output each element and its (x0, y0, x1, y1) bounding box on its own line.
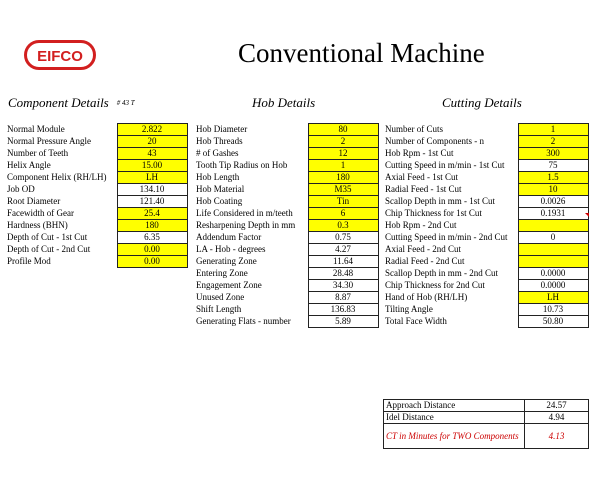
table-row (383, 256, 588, 268)
row-value[interactable]: 75 (518, 160, 588, 172)
row-label: Resharpening Depth in mm (196, 220, 296, 230)
table-row (383, 268, 588, 280)
row-label: LA - Hob - degrees (196, 244, 266, 254)
row-label: Number of Teeth (7, 148, 69, 158)
row-label: Job OD (7, 184, 35, 194)
table-row (5, 220, 187, 232)
row-label: Tilting Angle (385, 304, 433, 314)
row-label: Facewidth of Gear (7, 208, 74, 218)
row-label: Unused Zone (196, 292, 245, 302)
table-row (383, 304, 588, 316)
row-value[interactable]: 20 (117, 136, 187, 148)
table-row (194, 232, 378, 244)
row-value[interactable]: 136.83 (308, 304, 378, 316)
table-row (383, 244, 588, 256)
row-value[interactable]: 0.75 (308, 232, 378, 244)
row-label: Axial Feed - 2nd Cut (385, 244, 461, 254)
table-row (5, 244, 187, 256)
row-label: Root Diameter (7, 196, 61, 206)
table-row (194, 304, 378, 316)
row-value[interactable]: 2 (308, 136, 378, 148)
table-row (194, 148, 378, 160)
row-value[interactable]: 0.0000 (518, 268, 588, 280)
table-row (5, 124, 187, 136)
row-value[interactable]: 4.13 (525, 424, 589, 449)
table-row (5, 160, 187, 172)
row-label: Hob Rpm - 2nd Cut (385, 220, 457, 230)
row-label: Idel Distance (384, 412, 525, 424)
row-label: Normal Module (7, 124, 65, 134)
row-value[interactable]: 0.00 (117, 244, 187, 256)
row-label: Scallop Depth in mm - 2nd Cut (385, 268, 498, 278)
table-row (5, 256, 187, 268)
row-value[interactable]: 2 (518, 136, 588, 148)
row-value[interactable]: 12 (308, 148, 378, 160)
eifco-logo (24, 40, 96, 70)
table-row (194, 208, 378, 220)
row-label: Normal Pressure Angle (7, 136, 91, 146)
table-row (5, 196, 187, 208)
component-details-heading (8, 95, 135, 111)
table-row (194, 292, 378, 304)
row-value[interactable]: 24.57 (525, 400, 589, 412)
row-value[interactable]: 34.30 (308, 280, 378, 292)
row-label: Axial Feed - 1st Cut (385, 172, 458, 182)
row-value[interactable]: 180 (117, 220, 187, 232)
row-value[interactable]: 25.4 (117, 208, 187, 220)
table-row (5, 232, 187, 244)
row-label: Hob Coating (196, 196, 243, 206)
row-label: Radial Feed - 1st Cut (385, 184, 462, 194)
table-row (383, 316, 588, 328)
hob-details-table (194, 123, 379, 328)
table-row (5, 136, 187, 148)
row-value[interactable]: 0.0000 (518, 280, 588, 292)
row-label: Hand of Hob (RH/LH) (385, 292, 468, 302)
component-details-table (5, 123, 188, 268)
row-label: Total Face Width (385, 316, 447, 326)
page-title: Conventional Machine (238, 38, 485, 68)
row-value[interactable]: 10.73 (518, 304, 588, 316)
table-row (194, 268, 378, 280)
row-label: Engagement Zone (196, 280, 262, 290)
row-label: Hob Material (196, 184, 245, 194)
row-value[interactable]: 8.87 (308, 292, 378, 304)
comment-marker-icon (585, 213, 589, 217)
row-label: Tooth Tip Radius on Hob (196, 160, 288, 170)
row-label: Number of Cuts (385, 124, 443, 134)
table-row (194, 220, 378, 232)
table-row (383, 184, 588, 196)
table-row (383, 280, 588, 292)
row-value[interactable]: 43 (117, 148, 187, 160)
row-value[interactable]: 28.48 (308, 268, 378, 280)
table-row (383, 196, 588, 208)
table-row (5, 184, 187, 196)
row-label: Depth of Cut - 1st Cut (7, 232, 88, 242)
row-label: Generating Zone (196, 256, 257, 266)
row-value[interactable]: 0.1931 (518, 208, 588, 220)
row-label: Helix Angle (7, 160, 51, 170)
row-value[interactable] (518, 256, 588, 268)
row-value[interactable]: 6.35 (117, 232, 187, 244)
table-row (194, 172, 378, 184)
row-label: CT in Minutes for TWO Components (384, 424, 525, 449)
table-row (194, 280, 378, 292)
row-value[interactable]: 15.00 (117, 160, 187, 172)
row-value[interactable]: M35 (308, 184, 378, 196)
table-row (383, 124, 588, 136)
table-row (194, 136, 378, 148)
row-value[interactable]: 0.0026 (518, 196, 588, 208)
table-row (383, 136, 588, 148)
row-value[interactable]: 80 (308, 124, 378, 136)
row-value[interactable] (518, 244, 588, 256)
row-label: Hardness (BHN) (7, 220, 68, 230)
row-value[interactable]: 121.40 (117, 196, 187, 208)
row-value[interactable]: 1 (518, 124, 588, 136)
table-row (383, 172, 588, 184)
row-value[interactable]: 6 (308, 208, 378, 220)
row-value[interactable]: 1.5 (518, 172, 588, 184)
row-value[interactable]: 0 (518, 232, 588, 244)
row-label: Chip Thickness for 2nd Cut (385, 280, 485, 290)
row-value[interactable]: 300 (518, 148, 588, 160)
row-label: Scallop Depth in mm - 1st Cut (385, 196, 495, 206)
table-row (384, 400, 589, 412)
row-value[interactable]: 2.822 (117, 124, 187, 136)
table-row (5, 148, 187, 160)
row-label: Component Helix (RH/LH) (7, 172, 107, 182)
cutting-details-table (383, 123, 589, 328)
row-value[interactable]: 5.89 (308, 316, 378, 328)
row-label: Hob Length (196, 172, 240, 182)
row-value[interactable]: 4.27 (308, 244, 378, 256)
table-row (194, 196, 378, 208)
row-value[interactable]: 50.80 (518, 316, 588, 328)
row-value[interactable]: 10 (518, 184, 588, 196)
table-row (384, 424, 589, 449)
table-row (383, 160, 588, 172)
row-value[interactable]: 0.3 (308, 220, 378, 232)
row-value[interactable] (518, 220, 588, 232)
row-label: Profile Mod (7, 256, 51, 266)
row-label: Hob Diameter (196, 124, 248, 134)
row-label: Generating Flats - number (196, 316, 291, 326)
component-details-note: # 43 T (116, 99, 135, 107)
hob-details-heading: Hob Details (252, 95, 316, 110)
cutting-details-heading: Cutting Details (442, 95, 522, 110)
row-label: Cutting Speed in m/min - 2nd Cut (385, 232, 508, 242)
row-value[interactable]: Tin (308, 196, 378, 208)
table-row (5, 172, 187, 184)
row-value[interactable]: 4.94 (525, 412, 589, 424)
row-label: Life Considered in m/teeth (196, 208, 293, 218)
row-value[interactable]: LH (117, 172, 187, 184)
row-value[interactable]: 134.10 (117, 184, 187, 196)
row-label: Number of Components - n (385, 136, 484, 146)
cycle-time-summary-table (383, 399, 589, 449)
table-row (194, 316, 378, 328)
row-label: Entering Zone (196, 268, 248, 278)
table-row (194, 256, 378, 268)
table-row (194, 184, 378, 196)
row-label: Hob Rpm - 1st Cut (385, 148, 454, 158)
row-label: Radial Feed - 2nd Cut (385, 256, 465, 266)
row-label: Cutting Speed in m/min - 1st Cut (385, 160, 505, 170)
row-value[interactable]: 11.64 (308, 256, 378, 268)
row-label: Depth of Cut - 2nd Cut (7, 244, 91, 254)
table-row (383, 148, 588, 160)
row-label: Addendum Factor (196, 232, 262, 242)
table-row (194, 244, 378, 256)
row-value[interactable]: 0.00 (117, 256, 187, 268)
table-row (194, 124, 378, 136)
row-label: Approach Distance (384, 400, 525, 412)
row-label: Hob Threads (196, 136, 243, 146)
svg-text:EIFCO: EIFCO (37, 48, 83, 65)
row-value[interactable]: 180 (308, 172, 378, 184)
row-value[interactable]: LH (518, 292, 588, 304)
row-label: Chip Thickness for 1st Cut (385, 208, 482, 218)
table-row (383, 208, 588, 220)
table-row (5, 208, 187, 220)
table-row (384, 412, 589, 424)
row-value[interactable]: 1 (308, 160, 378, 172)
table-row (383, 220, 588, 232)
table-row (383, 292, 588, 304)
row-label: Shift Length (196, 304, 242, 314)
component-details-title: Component Details (8, 95, 109, 110)
table-row (194, 160, 378, 172)
row-label: # of Gashes (196, 148, 239, 158)
table-row (383, 232, 588, 244)
